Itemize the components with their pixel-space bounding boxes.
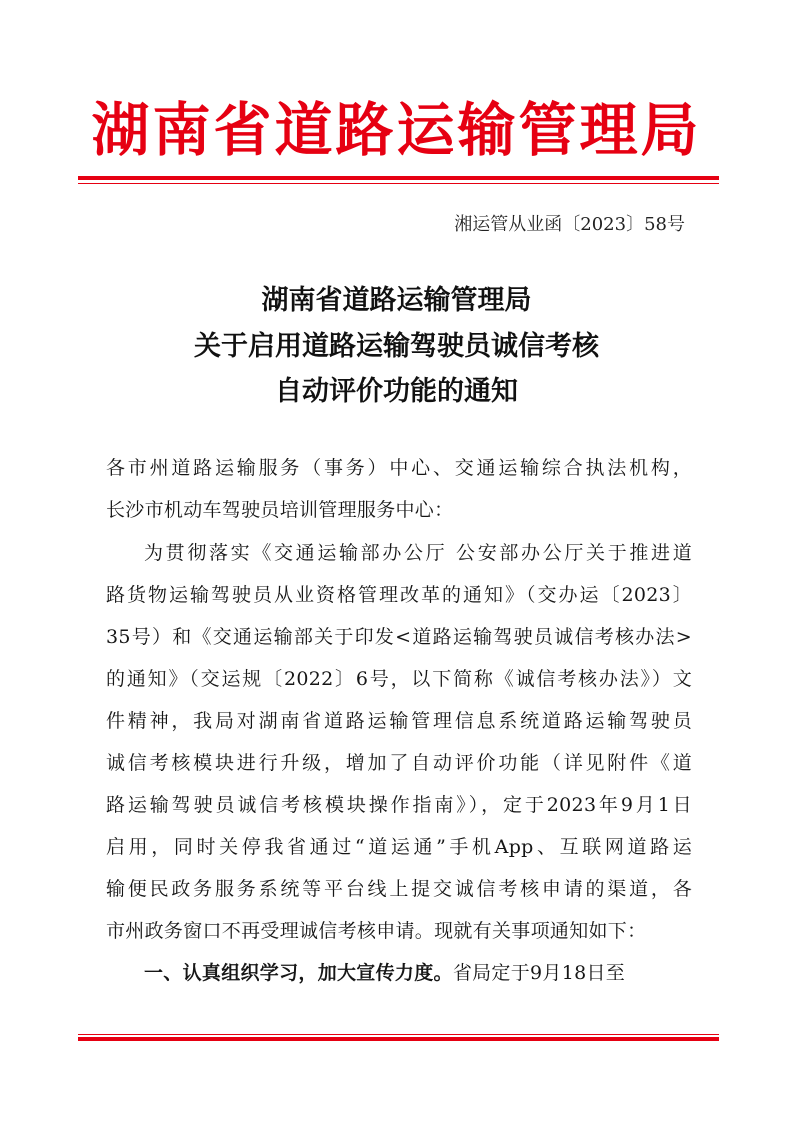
paragraph-line: 路货物运输驾驶员从业资格管理改革的通知》（交办运〔2023〕 xyxy=(106,584,692,606)
section-1-heading: 一、认真组织学习，加大宣传力度。 xyxy=(144,962,453,984)
paragraph-line: 的通知》（交运规〔2022〕6号，以下简称《诚信考核办法》）文 xyxy=(106,668,692,690)
masthead-divider-thick xyxy=(78,176,719,180)
paragraph-line: 件精神，我局对湖南省道路运输管理信息系统道路运输驾驶员 xyxy=(106,710,692,732)
section-1-line xyxy=(144,952,692,994)
notice-title-line-3: 自动评价功能的通知 xyxy=(275,376,518,407)
paragraph-line: 输便民政务服务系统等平台线上提交诚信考核申请的渠道，各 xyxy=(106,878,692,900)
paragraph-line: 路运输驾驶员诚信考核模块操作指南》），定于2023年9月1日 xyxy=(106,794,692,816)
masthead-title: 湖南省道路运输管理局 xyxy=(91,96,702,164)
paragraph-line: 启用，同时关停我省通过“道运通”手机App、互联网道路运 xyxy=(106,836,692,858)
recipients-line-1: 各市州道路运输服务（事务）中心、交通运输综合执法机构， xyxy=(106,457,692,479)
paragraph-line: 市州政务窗口不再受理诚信考核申请。现就有关事项通知如下： xyxy=(106,920,647,942)
notice-title-line-2: 关于启用道路运输驾驶员诚信考核 xyxy=(194,331,599,362)
document-number: 湘运管从业函〔2023〕58号 xyxy=(454,214,685,235)
recipients-line-2: 长沙市机动车驾驶员培训管理服务中心： xyxy=(106,499,454,521)
paragraph-line: 为贯彻落实《交通运输部办公厅 公安部办公厅关于推进道 xyxy=(144,542,692,564)
notice-body xyxy=(106,447,692,1007)
section-1-text: 省局定于9月18日至 xyxy=(452,962,626,984)
footer-divider-thick xyxy=(78,1037,719,1041)
masthead-divider-thin xyxy=(78,183,719,184)
paragraph-line: 35号）和《交通运输部关于印发<道路运输驾驶员诚信考核办法> xyxy=(106,626,692,648)
paragraph-line: 诚信考核模块进行升级，增加了自动评价功能（详见附件《道 xyxy=(106,752,692,774)
footer-divider-thin xyxy=(78,1034,719,1035)
notice-title-line-1: 湖南省道路运输管理局 xyxy=(261,285,532,316)
